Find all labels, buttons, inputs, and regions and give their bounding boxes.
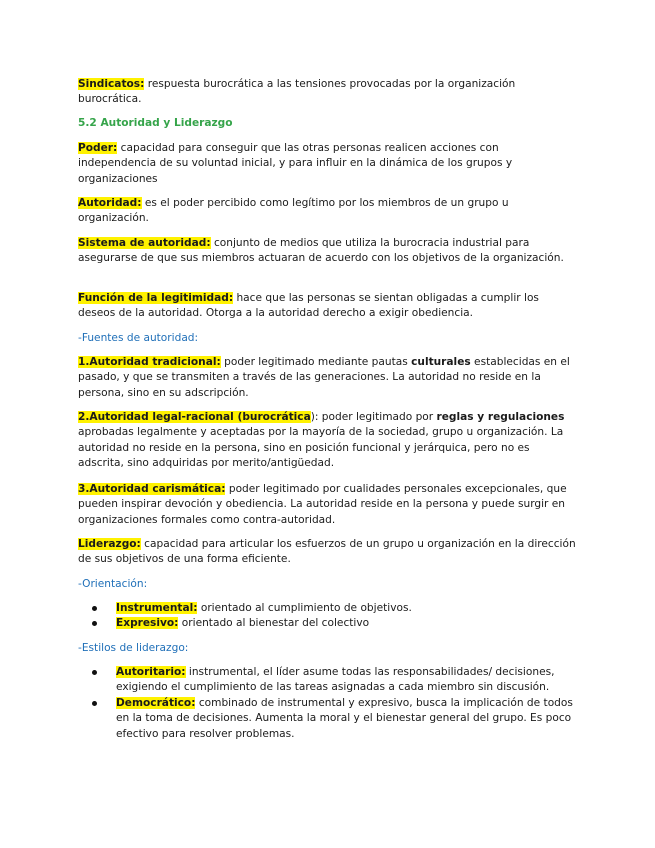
paragraph-liderazgo [78, 537, 578, 568]
term-liderazgo: Liderazgo: [78, 538, 141, 550]
term-autoritario: Autoritario: [116, 666, 186, 678]
paragraph-autoridad-carismatica [78, 482, 578, 528]
term-autoridad: Autoridad: [78, 197, 142, 209]
definition-funcion-legitimidad: hace que las personas se sientan obligadas a cumplir los deseos de la autoridad. Otorga a la autoridad derecho a exigir obediencia. [78, 292, 539, 320]
heading-estilos-liderazgo: -Estilos de liderazgo: [78, 642, 189, 654]
term-expresivo: Expresivo: [116, 617, 179, 630]
term-instrumental: Instrumental: [116, 602, 198, 614]
text-autoridad-tradicional-post: establecidas en el pasado, y que se transmiten a través de las generaciones. La autoridad no reside en la persona, sino en su adscripción. [78, 356, 570, 399]
text-autoridad-tradicional-bold: culturales [411, 356, 471, 368]
definition-sindicatos: respuesta burocrática a las tensiones provocadas por la organización burocrática. [78, 78, 516, 106]
definition-autoritario: instrumental, el líder asume todas las responsabilidades/ decisiones, exigiendo el cumplimiento de las tareas asignadas a cada miembro sin discusión. [116, 666, 555, 694]
list-item [78, 616, 578, 631]
text-autoridad-tradicional-pre: poder legitimado mediante pautas [220, 356, 412, 368]
definition-autoridad-carismatica: poder legitimado por cualidades personales excepcionales, que pueden inspirar devoción y obediencia. La autoridad reside en la persona y puede surgir en organizaciones formales como contra-autoridad. [78, 483, 567, 526]
definition-sistema-autoridad: conjunto de medios que utiliza la burocracia industrial para asegurarse de que sus miembros actuaran de acuerdo con los objetivos de la organización. [78, 237, 564, 265]
paragraph-autoridad [78, 196, 578, 227]
list-item [78, 601, 578, 616]
paragraph-poder [78, 141, 578, 187]
definition-instrumental: orientado al cumplimiento de objetivos. [197, 602, 412, 614]
definition-expresivo: orientado al bienestar del colectivo [178, 617, 370, 630]
text-autoridad-legal-post: aprobadas legalmente y aceptadas por la mayoría de la sociedad, grupo u organización. La autoridad no reside en la persona, sino en posición funcional y jerárquica, pero no es adscrita, sino adquiridas por merito/antigüedad. [78, 426, 564, 470]
definition-poder: capacidad para conseguir que las otras personas realicen acciones con independencia de su voluntad inicial, y para influir en la dinámica de los grupos y organizaciones [78, 142, 513, 185]
list-estilos-liderazgo [78, 665, 578, 742]
term-poder: Poder: [78, 142, 118, 154]
paragraph-funcion-legitimidad [78, 291, 578, 322]
definition-liderazgo: capacidad para articular los esfuerzos de un grupo u organización en la dirección de sus objetivos de una forma eficiente. [78, 538, 576, 566]
paragraph-sindicatos [78, 77, 578, 108]
list-orientacion [78, 601, 578, 632]
term-funcion-legitimidad: Función de la legitimidad: [78, 292, 234, 304]
text-autoridad-legal-bold: reglas y regulaciones [436, 411, 565, 423]
term-sistema-autoridad: Sistema de autoridad: [78, 237, 211, 249]
term-autoridad-tradicional: 1.Autoridad tradicional: [78, 356, 221, 368]
section-title: 5.2 Autoridad y Liderazgo [78, 117, 233, 129]
definition-autoridad: es el poder percibido como legítimo por los miembros de un grupo u organización. [78, 197, 509, 225]
term-autoridad-carismatica: 3.Autoridad carismática: [78, 483, 226, 495]
paragraph-autoridad-legal [78, 410, 578, 472]
term-democratico: Democrático: [116, 696, 196, 709]
list-item [78, 665, 578, 696]
definition-democratico: combinado de instrumental y expresivo, busca la implicación de todos en la toma de decisiones. Aumenta la moral y el bienestar general del grupo. Es poco efectivo para resolver problemas. [116, 696, 573, 740]
heading-fuentes-autoridad: -Fuentes de autoridad: [78, 332, 199, 344]
heading-orientacion: -Orientación: [78, 578, 148, 590]
term-autoridad-legal: 2.Autoridad legal-racional (burocrática [78, 411, 311, 423]
paragraph-autoridad-tradicional [78, 355, 578, 401]
text-autoridad-legal-pre: ): poder legitimado por [310, 411, 437, 423]
list-item [78, 696, 578, 742]
term-sindicatos: Sindicatos: [78, 78, 145, 90]
paragraph-sistema-autoridad [78, 236, 578, 267]
